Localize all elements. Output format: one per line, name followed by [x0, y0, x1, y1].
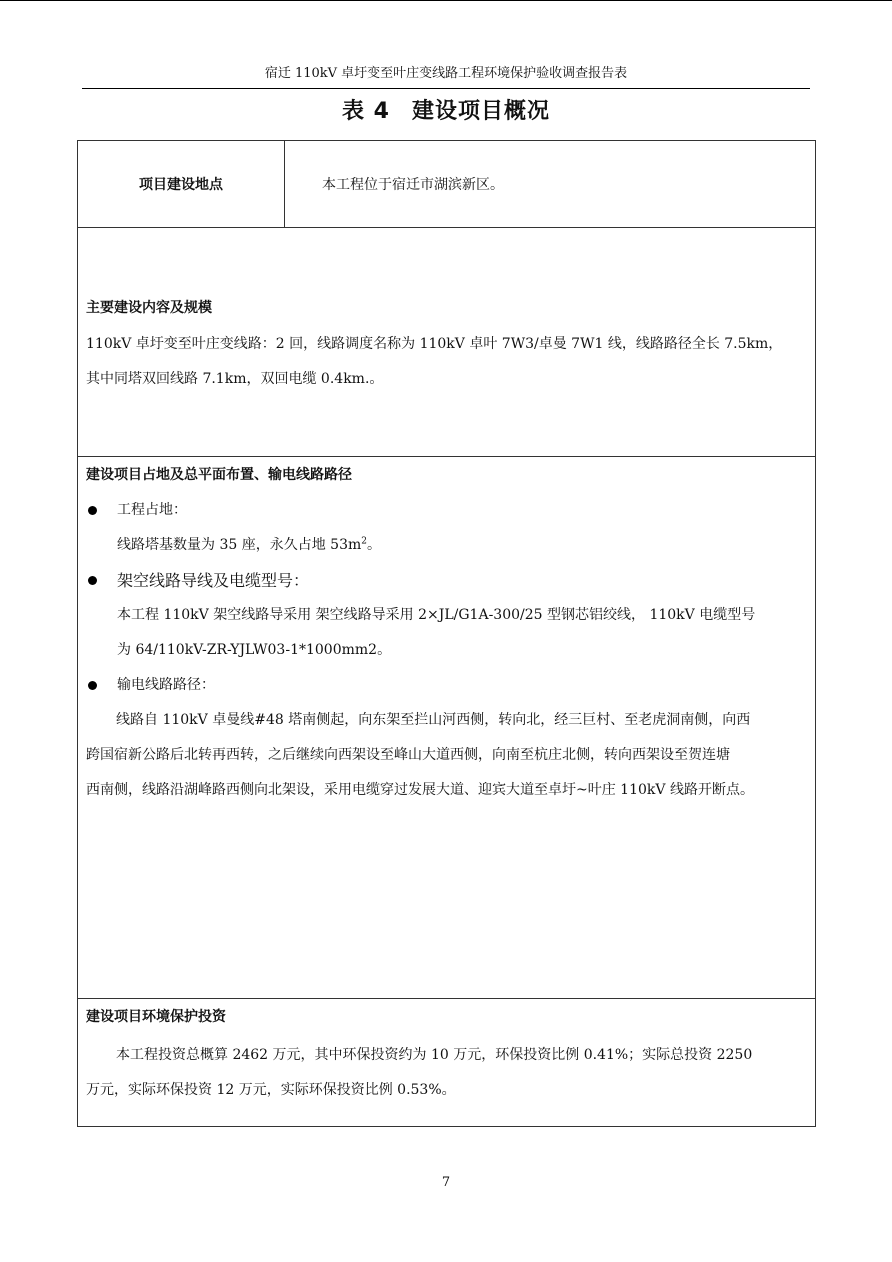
header-rule — [82, 88, 810, 89]
construction-line: 110kV 卓圩变至叶庄变线路：2 回，线路调度名称为 110kV 卓叶 7W3/卓曼 7W1 线，线路路径全长 7.5km， — [86, 336, 783, 352]
layout-section — [86, 464, 810, 808]
route-line: 跨国宿新公路后北转再西转，之后继续向西架设至峰山大道西侧，向南至杭庄北侧，转向西架设至贺连塘 — [86, 747, 730, 763]
top-border-line — [0, 0, 892, 1]
investment-section — [86, 1006, 810, 1108]
investment-title: 建设项目环境保护投资 — [86, 1009, 226, 1025]
conductor-bullet — [86, 563, 810, 598]
row-divider — [77, 456, 816, 457]
layout-title: 建设项目占地及总平面布置、输电线路路径 — [86, 467, 352, 483]
running-header: 宿迁 110kV 卓圩变至叶庄变线路工程环境保护验收调查报告表 — [264, 66, 628, 81]
land-label: 工程占地： — [117, 502, 187, 518]
conductor-label: 架空线路导线及电缆型号： — [117, 571, 310, 590]
land-text: 线路塔基数量为 35 座，永久占地 $53m^2$。 — [117, 536, 381, 553]
route-bullet — [86, 668, 810, 703]
construction-section — [86, 297, 810, 397]
table-number: 表 4 — [342, 99, 390, 124]
conductor-line: 本工程 110kV 架空线路导采用 架空线路导采用 2×JL/G1A-300/25 型钢芯铝绞线， 110kV 电缆型号 — [117, 607, 756, 623]
row-divider — [77, 998, 816, 999]
column-divider — [284, 140, 285, 228]
conductor-line: 为 64/110kV-ZR-YJLW03-1*1000mm2。 — [117, 642, 392, 658]
row-divider — [77, 227, 816, 228]
investment-line: 万元，实际环保投资 12 万元，实际环保投资比例 0.53%。 — [86, 1082, 456, 1098]
page-number: 7 — [441, 1175, 451, 1190]
bullet-dot-icon — [88, 576, 97, 585]
investment-line: 本工程投资总概算 2462 万元，其中环保投资约为 10 万元，环保投资比例 0.41%；实际总投资 2250 — [116, 1047, 753, 1063]
route-line: 西南侧，线路沿湖峰路西侧向北架设，采用电缆穿过发展大道、迎宾大道至卓圩~叶庄 110kV 线路开断点。 — [86, 782, 754, 798]
bullet-dot-icon — [88, 506, 97, 515]
route-label: 输电线路路径： — [117, 677, 215, 693]
bullet-dot-icon — [88, 681, 97, 690]
route-line: 线路自 110kV 卓曼线#48 塔南侧起，向东架至拦山河西侧，转向北，经三巨村、至老虎洞南侧，向西 — [116, 712, 751, 728]
location-value: 本工程位于宿迁市湖滨新区。 — [322, 177, 504, 193]
construction-title: 主要建设内容及规模 — [86, 300, 212, 316]
location-label: 项目建设地点 — [139, 177, 223, 193]
table-title — [0, 96, 892, 128]
land-bullet — [86, 493, 810, 528]
table-title-text: 建设项目概况 — [411, 99, 550, 124]
construction-line: 其中同塔双回线路 7.1km，双回电缆 0.4km.。 — [86, 371, 384, 387]
